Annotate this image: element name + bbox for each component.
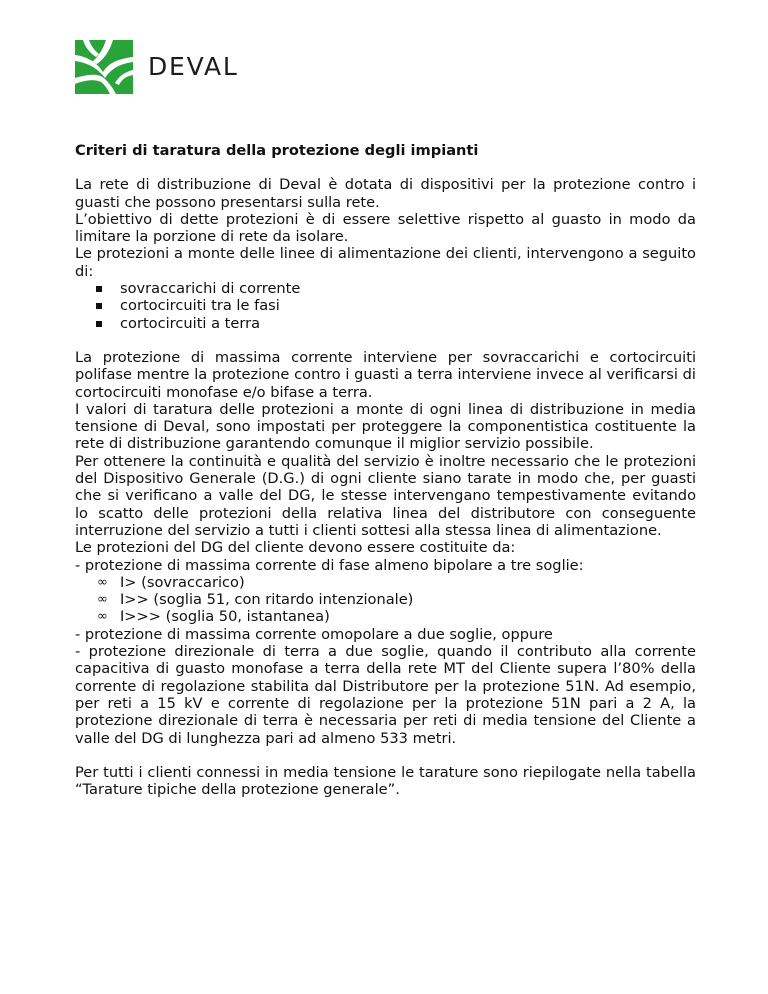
- intro-paragraph-3: Le protezioni a monte delle linee di alimentazione dei clienti, intervengono a seguito di:: [75, 245, 696, 280]
- infinity-bullet-icon: ∞: [97, 609, 108, 625]
- list-item: [75, 591, 696, 608]
- list-item-text: sovraccarichi di corrente: [120, 280, 301, 298]
- body-paragraph-4: Le protezioni del DG del cliente devono essere costituite da:: [75, 539, 516, 557]
- closing-paragraph: Per tutti i clienti connessi in media tensione le tarature sono riepilogate nella tabella “Tarature tipiche della protezione generale”.: [75, 763, 696, 799]
- thresholds-list: [75, 574, 696, 626]
- list-item: [75, 297, 696, 314]
- body-paragraph-1: La protezione di massima corrente interviene per sovraccarichi e cortocircuiti polifase mentre la protezione contro i guasti a terra interviene invece al verificarsi di cortocircuiti monofase e/o bifase a terra.: [75, 348, 696, 401]
- body-paragraph-5: - protezione di massima corrente di fase almeno bipolare a tre soglie:: [75, 556, 584, 574]
- list-item-text: cortocircuiti a terra: [120, 314, 261, 332]
- list-item-text: I> (sovraccarico): [120, 573, 245, 591]
- body-paragraph-2: I valori di taratura delle protezioni a monte di ogni linea di distribuzione in media tensione di Deval, sono impostati per proteggere la componentistica costituente la rete di distribuzione garantendo comunque il miglior servizio possibile.: [75, 400, 696, 453]
- list-item: [75, 608, 696, 625]
- list-item-text: I>> (soglia 51, con ritardo intenzionale): [120, 591, 414, 609]
- deval-logo-icon: [75, 40, 133, 94]
- infinity-bullet-icon: ∞: [97, 574, 108, 590]
- list-item: [75, 280, 696, 297]
- list-item-text: cortocircuiti tra le fasi: [120, 297, 280, 315]
- brand-name: DEVAL: [148, 52, 239, 81]
- list-item: [75, 315, 696, 332]
- fault-causes-list: [75, 280, 696, 332]
- after-paragraph-1: - protezione di massima corrente omopolare a due soglie, oppure: [75, 625, 553, 643]
- square-bullet-icon: [96, 286, 102, 292]
- after-paragraph-2: - protezione direzionale di terra a due soglie, quando il contributo alla corrente capacitiva di guasto monofase a terra della rete MT del Cliente supera l’80% della corrente di regolazione stabilita dal Distributore per la protezione 51N. Ad esempio, per reti a 15 kV e corrente di regolazione per la protezione 51N pari a 2 A, la protezione direzionale di terra è necessaria per reti di media tensione del Cliente a valle del DG di lunghezza pari ad almeno 533 metri.: [75, 643, 696, 747]
- square-bullet-icon: [96, 303, 102, 309]
- body-paragraph-3: Per ottenere la continuità e qualità del servizio è inoltre necessario che le protezioni del Dispositivo Generale (D.G.) di ogni cliente siano tarate in modo che, per guasti che si verificano a valle del DG, le stesse intervengano tempestivamente evitando lo scatto delle protezioni della relativa linea del distributore con conseguente interruzione del servizio a tutti i clienti sottesi alla stessa linea di alimentazione.: [75, 452, 696, 539]
- infinity-bullet-icon: ∞: [97, 592, 108, 608]
- intro-paragraph-1: La rete di distribuzione di Deval è dotata di dispositivi per la protezione contro i guasti che possono presentarsi sulla rete.: [75, 176, 696, 211]
- document-body: [75, 142, 696, 798]
- intro-paragraph-2: L’obiettivo di dette protezioni è di essere selettive rispetto al guasto in modo da limitare la porzione di rete da isolare.: [75, 210, 696, 246]
- square-bullet-icon: [96, 321, 102, 327]
- deval-logo: [75, 40, 255, 95]
- list-item: [75, 574, 696, 591]
- document-title: Criteri di taratura della protezione degli impianti: [75, 142, 479, 159]
- list-item-text: I>>> (soglia 50, istantanea): [120, 608, 330, 626]
